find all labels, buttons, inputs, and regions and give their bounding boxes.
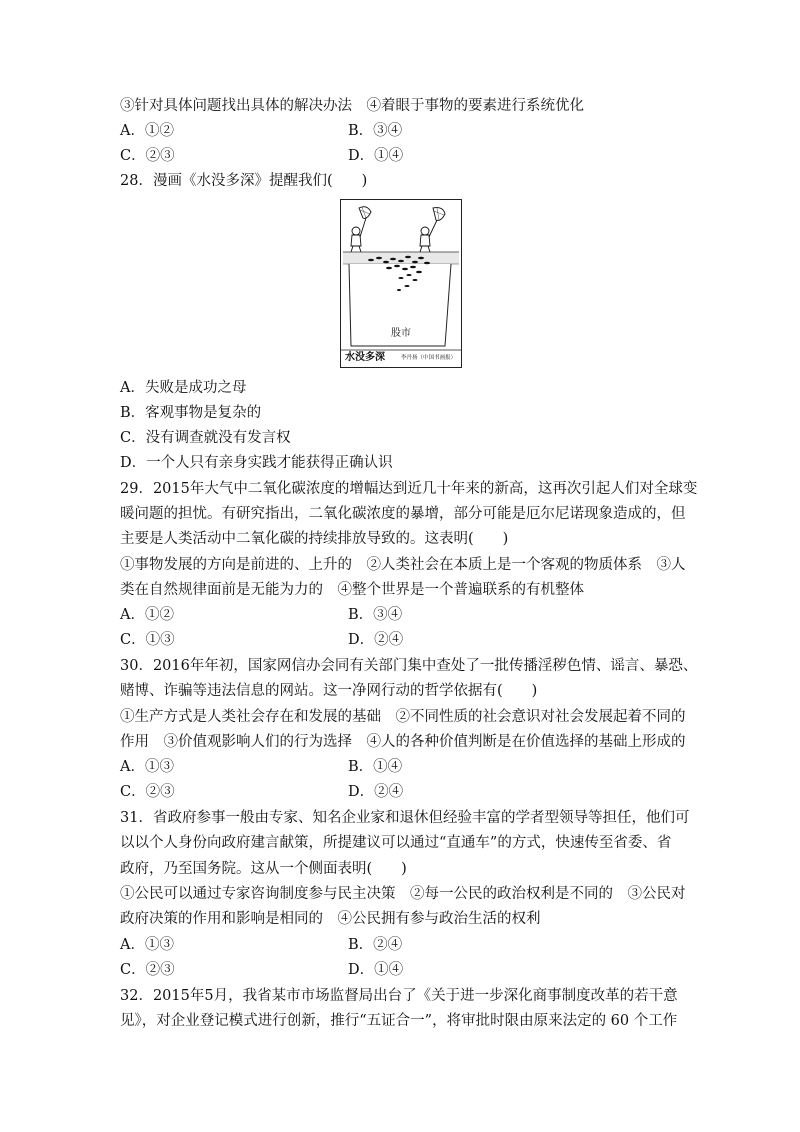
q31-stem-line-3: 政府，乃至国务院。这从一个侧面表明( ) bbox=[120, 861, 407, 877]
q28-option-a: A．失败是成功之母 bbox=[120, 380, 247, 396]
q31-stem-line-2: 以以个人身份向政府建言献策，所提建议可以通过“直通车”的方式，快速传至省委、省 bbox=[120, 835, 672, 851]
cartoon-caption-title: 水没多深 bbox=[345, 352, 385, 363]
q31-option-a: A．①③ bbox=[120, 937, 174, 953]
cartoon-stock-market bbox=[340, 199, 462, 368]
q31-statement-line-1: ①公民可以通过专家咨询制度参与民主决策 ②每一公民的政治权利是不同的 ③公民对 bbox=[120, 886, 686, 902]
q31-stem-line-1: 31．省政府参事一般由专家、知名企业家和退休但经验丰富的学者型领导等担任，他们可 bbox=[120, 810, 690, 826]
q29-stem-line-1: 29．2015年大气中二氧化碳浓度的增幅达到近几十年来的新高，这再次引起人们对全球变 bbox=[120, 481, 698, 497]
cartoon-pit-label: 股市 bbox=[391, 328, 411, 339]
q30-statement-line-1: ①生产方式是人类社会存在和发展的基础 ②不同性质的社会意识对社会发展起着不同的 bbox=[120, 709, 686, 725]
q32-stem-line-1: 32．2015年5月，我省某市市场监督局出台了《关于进一步深化商事制度改革的若干意 bbox=[120, 988, 678, 1004]
q27-option-c: C．②③ bbox=[120, 148, 175, 164]
q32-stem-line-2: 见》，对企业登记模式进行创新，推行“五证合一”，将审批时限由原来法定的 60 个工作 bbox=[120, 1013, 678, 1029]
q29-option-b: B．③④ bbox=[348, 607, 403, 623]
q30-stem-line-2: 赌博、诈骗等违法信息的网站。这一净网行动的哲学依据有( ) bbox=[120, 683, 538, 699]
q30-option-a: A．①③ bbox=[120, 759, 174, 775]
q28-option-c: C．没有调查就没有发言权 bbox=[120, 430, 291, 446]
q27-option-d: D．①④ bbox=[348, 148, 404, 164]
q28-option-b: B．客观事物是复杂的 bbox=[120, 405, 262, 421]
cartoon-drawing bbox=[341, 200, 461, 367]
q27-option-b: B．③④ bbox=[348, 123, 403, 139]
q30-option-c: C．②③ bbox=[120, 784, 175, 800]
cartoon-caption-credit: 李丹扬（中国书画报） bbox=[401, 355, 457, 361]
q29-option-d: D．②④ bbox=[348, 632, 404, 648]
q30-option-d: D．②④ bbox=[348, 784, 404, 800]
q30-statement-line-2: 作用 ③价值观影响人们的行为选择 ④人的各种价值判断是在价值选择的基础上形成的 bbox=[120, 734, 686, 750]
q30-stem-line-1: 30．2016年年初，国家网信办会同有关部门集中查处了一批传播淫秽色情、谣言、暴恐、 bbox=[120, 658, 698, 674]
q27-option-a: A．①② bbox=[120, 123, 174, 139]
q29-statement-line-2: 类在自然规律面前是无能为力的 ④整个世界是一个普遍联系的有机整体 bbox=[120, 582, 584, 598]
q28-stem: 28．漫画《水没多深》提醒我们( ) bbox=[120, 173, 368, 189]
q31-statement-line-2: 政府决策的作用和影响是相同的 ④公民拥有参与政治生活的权利 bbox=[120, 911, 541, 927]
q29-option-a: A．①② bbox=[120, 607, 174, 623]
q29-option-c: C．①③ bbox=[120, 632, 175, 648]
q31-option-c: C．②③ bbox=[120, 962, 175, 978]
q30-option-b: B．①④ bbox=[348, 759, 403, 775]
q29-stem-line-2: 暖问题的担忧。有研究指出，二氧化碳浓度的暴增，部分可能是厄尔尼诺现象造成的，但 bbox=[120, 506, 686, 522]
q31-option-d: D．①④ bbox=[348, 962, 404, 978]
q27-statement: ③针对具体问题找出具体的解决办法 ④着眼于事物的要素进行系统优化 bbox=[120, 98, 584, 114]
q28-option-d: D．一个人只有亲身实践才能获得正确认识 bbox=[120, 455, 393, 471]
q29-statement-line-1: ①事物发展的方向是前进的、上升的 ②人类社会在本质上是一个客观的物质体系 ③人 bbox=[120, 557, 686, 573]
q31-option-b: B．②④ bbox=[348, 937, 403, 953]
q29-stem-line-3: 主要是人类活动中二氧化碳的持续排放导致的。这表明( ) bbox=[120, 531, 509, 547]
